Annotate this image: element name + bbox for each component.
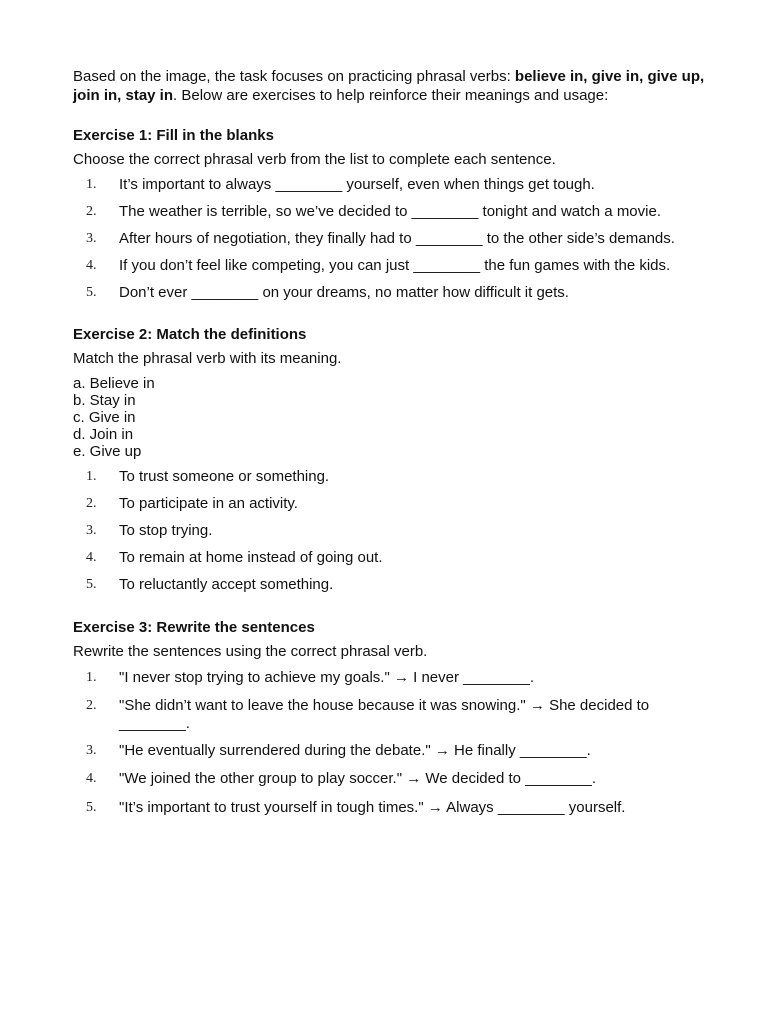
item-number: 2.: [86, 204, 97, 219]
item-number: 1.: [86, 177, 97, 192]
option-item: c. Give in: [73, 409, 136, 426]
item-text: After hours of negotiation, they finally had to ________ to the other side’s demands.: [119, 230, 675, 247]
item-number: 1.: [86, 670, 97, 685]
item-text: The weather is terrible, so we’ve decided to ________ tonight and watch a movie.: [119, 203, 661, 220]
item-number: 2.: [86, 698, 97, 713]
item-text: "I never stop trying to achieve my goals." → I never ________.: [119, 669, 535, 686]
exercise-3-instructions: Rewrite the sentences using the correct phrasal verb.: [73, 643, 428, 660]
item-text: "He eventually surrendered during the debate." → He finally ________.: [119, 742, 591, 759]
option-item: b. Stay in: [73, 392, 136, 409]
exercise-2-title: Exercise 2: Match the definitions: [73, 326, 307, 343]
item-number: 2.: [86, 496, 97, 511]
item-text: To participate in an activity.: [119, 495, 298, 512]
item-number: 5.: [86, 577, 97, 592]
option-item: e. Give up: [73, 443, 142, 460]
exercise-3-title: Exercise 3: Rewrite the sentences: [73, 619, 315, 636]
item-number: 5.: [86, 285, 97, 300]
intro-tail: . Below are exercises to help reinforce their meanings and usage:: [173, 87, 609, 104]
item-text: Don’t ever ________ on your dreams, no matter how difficult it gets.: [119, 284, 569, 301]
exercise-2-options: [73, 375, 155, 460]
item-text: If you don’t feel like competing, you can just ________ the fun games with the kids.: [119, 257, 671, 274]
item-text: To remain at home instead of going out.: [119, 549, 383, 566]
item-number: 5.: [86, 800, 97, 815]
item-number: 4.: [86, 550, 97, 565]
item-text: "We joined the other group to play soccer." → We decided to ________.: [119, 770, 597, 787]
item-number: 3.: [86, 231, 97, 246]
exercise-1-instructions: Choose the correct phrasal verb from the list to complete each sentence.: [73, 151, 556, 168]
exercise-1-title: Exercise 1: Fill in the blanks: [73, 127, 274, 144]
item-text: It’s important to always ________ yourself, even when things get tough.: [119, 176, 595, 193]
item-text: "It’s important to trust yourself in tough times." → Always ________ yourself.: [119, 799, 626, 816]
option-item: d. Join in: [73, 426, 134, 443]
exercise-2-instructions: Match the phrasal verb with its meaning.: [73, 350, 342, 367]
intro-verbs: believe in, give in, give up, join in, stay in: [73, 68, 705, 104]
item-text: To trust someone or something.: [119, 468, 330, 485]
intro-lead: Based on the image, the task focuses on practicing phrasal verbs:: [73, 68, 515, 85]
item-text: To stop trying.: [119, 522, 213, 539]
item-text: To reluctantly accept something.: [119, 576, 334, 593]
item-number: 4.: [86, 258, 97, 273]
option-item: a. Believe in: [73, 375, 155, 392]
intro-paragraph: [73, 67, 713, 105]
item-number: 3.: [86, 743, 97, 758]
item-number: 1.: [86, 469, 97, 484]
item-number: 3.: [86, 523, 97, 538]
item-number: 4.: [86, 771, 97, 786]
item-text: "She didn’t want to leave the house because it was snowing." → She decided to ________.: [119, 697, 650, 732]
